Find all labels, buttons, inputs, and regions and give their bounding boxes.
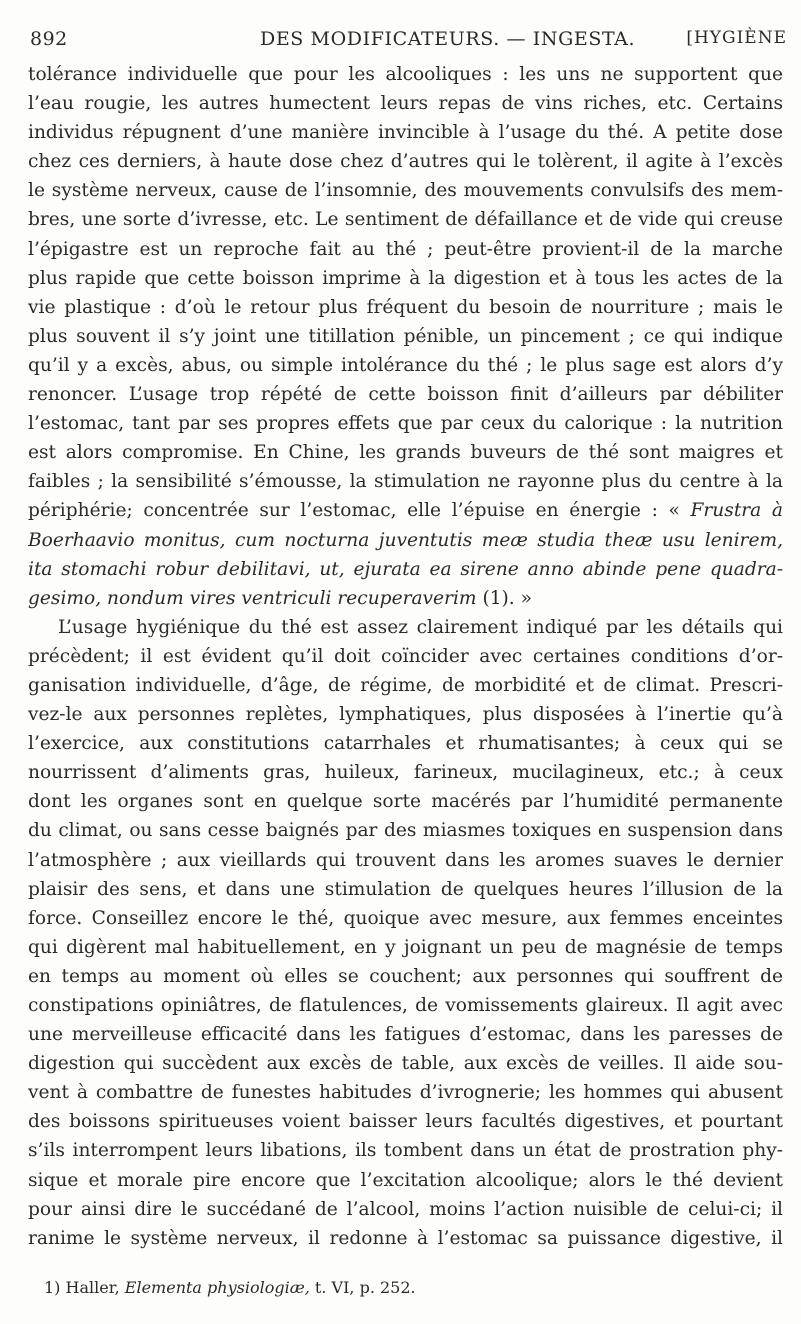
text-line-content: plus rapide que cette boisson imprime à la digestion et à tous les actes de la <box>28 267 783 289</box>
text-line-content: l’estomac, tant par ses propres effets que par ceux du calorique : la nutrition <box>28 413 783 435</box>
text-line <box>28 758 783 787</box>
text-line <box>28 787 783 816</box>
text-line-content: ita stomachi robur debilitavi, ut, ejurata ea sirene anno abinde pene quadra- <box>28 558 783 580</box>
text-line-content: s’ils interrompent leurs libations, ils tombent dans un état de prostration phy- <box>28 1140 783 1162</box>
text-line <box>28 700 783 729</box>
text-line <box>28 1224 783 1253</box>
text-line <box>28 89 783 118</box>
text-line <box>28 1049 783 1078</box>
text-line <box>28 555 783 584</box>
text-line <box>28 1136 783 1165</box>
text-line-content: en temps au moment où elles se couchent; aux personnes qui souffrent de <box>28 965 783 987</box>
text-line <box>28 293 783 322</box>
text-line <box>28 147 783 176</box>
text-line-normal: (1). » <box>482 587 532 609</box>
text-line <box>28 846 783 875</box>
text-line-content: pour ainsi dire le succédané de l’alcool, moins l’action nuisible de celui-ci; il <box>28 1198 783 1220</box>
text-line-content: est alors compromise. En Chine, les grands buveurs de thé sont maigres et <box>28 442 783 464</box>
text-line-content: plus souvent il s’y joint une titillation pénible, un pincement ; ce qui indique <box>28 325 783 347</box>
text-line <box>28 438 783 467</box>
text-line <box>28 816 783 845</box>
text-line-content: qui digèrent mal habituellement, en y joignant un peu de magnésie de temps <box>28 936 783 958</box>
text-line-content: qu’il y a excès, abus, ou simple intolérance du thé ; le plus sage est alors d’y <box>28 354 783 376</box>
text-line <box>28 933 783 962</box>
text-line-content: ranime le système nerveux, il redonne à l’estomac sa puissance digestive, il <box>28 1227 783 1249</box>
footnote-reference: t. VI, p. 252. <box>314 1278 416 1297</box>
text-line-content: l’atmosphère ; aux vieillards qui trouvent dans les aromes suaves le dernier <box>28 849 783 871</box>
text-line-content: plaisir des sens, et dans une stimulation de quelques heures l’illusion de la <box>28 878 783 900</box>
text-line-content: vent à combattre de funestes habitudes d’ivrognerie; les hommes qui abusent <box>28 1082 783 1104</box>
footnote <box>44 1278 416 1297</box>
text-line-content: l’exercice, aux constitutions catarrhales et rhumatisantes; à ceux qui se <box>28 733 783 755</box>
footnote-title: Elementa physiologiæ, <box>124 1278 310 1297</box>
text-line-content: chez ces derniers, à haute dose chez d’autres qui le tolèrent, il agite à l’excès <box>28 151 783 173</box>
text-line-content: Boerhaavio monitus, cum nocturna juventutis meæ studia theæ usu lenirem, <box>28 529 783 551</box>
text-line <box>28 235 783 264</box>
text-line <box>28 60 783 89</box>
text-line-content: renoncer. L’usage trop répété de cette boisson finit d’ailleurs par débiliter <box>28 384 783 406</box>
text-line <box>28 176 783 205</box>
page-number: 892 <box>30 28 68 50</box>
text-line-content: vez-le aux personnes replètes, lymphatiques, plus disposées à l’inertie qu’à <box>28 704 783 726</box>
text-line <box>28 991 783 1020</box>
text-line-content: vie plastique : d’où le retour plus fréquent du besoin de nourriture ; mais le <box>28 296 783 318</box>
text-line-content: des boissons spiritueuses voient baisser leurs facultés digestives, et pourtant <box>28 1111 783 1133</box>
text-line-content: tolérance individuelle que pour les alcooliques : les uns ne supportent que <box>28 64 783 85</box>
text-line-content: digestion qui succèdent aux excès de table, aux excès de veilles. Il aide sou- <box>28 1053 783 1075</box>
text-line <box>28 671 783 700</box>
text-line <box>28 380 783 409</box>
text-line <box>28 904 783 933</box>
text-line-content: ganisation individuelle, d’âge, de régime, de morbidité et de climat. Prescri- <box>28 674 783 696</box>
footnote-marker: 1) <box>44 1278 61 1297</box>
page-header <box>30 28 787 56</box>
text-line-content: L’usage hygiénique du thé est assez clairement indiqué par les détails qui <box>58 616 783 638</box>
text-line-content: l’eau rougie, les autres humectent leurs repas de vins riches, etc. Certains <box>28 93 783 115</box>
section-title: [HYGIÈNE <box>686 28 787 48</box>
text-line <box>28 467 783 496</box>
text-line <box>28 409 783 438</box>
body-text <box>28 60 783 1253</box>
text-line <box>28 642 783 671</box>
text-line-content: force. Conseillez encore le thé, quoique avec mesure, aux femmes enceintes <box>28 907 783 929</box>
text-line-content: constipations opiniâtres, de flatulences, de vomissements glaireux. Il agit avec <box>28 995 783 1016</box>
text-line <box>28 1020 783 1049</box>
text-line-content: nourrissent d’aliments gras, huileux, farineux, mucilagineux, etc.; à ceux <box>28 762 783 784</box>
text-line-content: une merveilleuse efficacité dans les fatigues d’estomac, dans les paresses de <box>28 1024 783 1046</box>
text-line <box>28 351 783 380</box>
text-line <box>28 205 783 234</box>
text-line-content: sique et morale pire encore que l’excitation alcoolique; alors le thé devient <box>28 1169 783 1191</box>
text-line <box>28 264 783 293</box>
text-line <box>28 496 783 525</box>
text-line-content: le système nerveux, cause de l’insomnie, des mouvements convulsifs des mem- <box>28 180 783 202</box>
text-line-content: du climat, ou sans cesse baignés par des miasmes toxiques en suspension dans <box>28 820 783 842</box>
text-line <box>28 584 783 613</box>
text-line-content: faibles ; la sensibilité s’émousse, la stimulation ne rayonne plus du centre à la <box>28 471 783 493</box>
text-line-content: bres, une sorte d’ivresse, etc. Le sentiment de défaillance et de vide qui creuse <box>28 209 783 231</box>
text-line <box>28 613 783 642</box>
text-line <box>28 1166 783 1195</box>
text-line-content: gesimo, nondum vires ventriculi recuperaverim <box>28 587 477 609</box>
text-line-content: précèdent; il est évident qu’il doit coïncider avec certaines conditions d’or- <box>28 645 783 667</box>
text-line <box>28 1195 783 1224</box>
text-line <box>28 1078 783 1107</box>
text-line-content: individus répugnent d’une manière invincible à l’usage du thé. A petite dose <box>28 122 783 144</box>
text-line <box>28 875 783 904</box>
text-line-italic: Frustra à <box>690 500 783 522</box>
text-line <box>28 729 783 758</box>
text-line <box>28 526 783 555</box>
text-line-content: périphérie; concentrée sur l’estomac, elle l’épuise en énergie : « <box>28 500 680 522</box>
text-line <box>28 1107 783 1136</box>
text-line <box>28 118 783 147</box>
text-line <box>28 322 783 351</box>
text-line <box>28 962 783 991</box>
running-title: DES MODIFICATEURS. — INGESTA. <box>260 28 636 50</box>
text-line-content: l’épigastre est un reproche fait au thé ; peut-être provient-il de la marche <box>28 238 783 260</box>
footnote-author: Haller, <box>65 1278 120 1297</box>
text-line-content: dont les organes sont en quelque sorte macérés par l’humidité permanente <box>28 791 783 813</box>
